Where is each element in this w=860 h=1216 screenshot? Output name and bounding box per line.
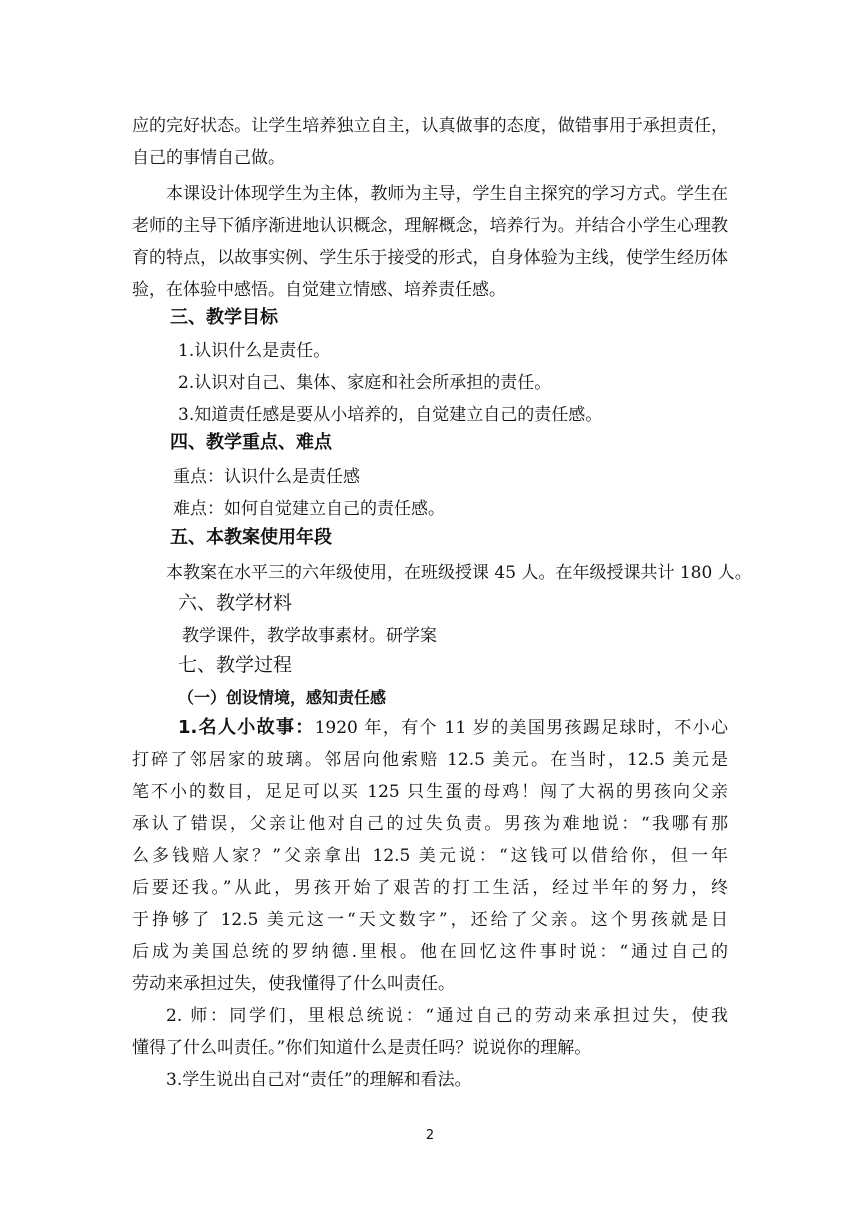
story-line: 笔不小的数目，足足可以买 125 只生蛋的母鸡！闯了大祸的男孩向父亲: [132, 782, 728, 802]
section-heading: 六、教学材料: [178, 592, 293, 614]
section-heading: 七、教学过程: [178, 654, 293, 676]
paragraph-line: 本教案在水平三的六年级使用，在班级授课 45 人。在年级授课共计 180 人。: [166, 563, 752, 583]
story-line: 后成为美国总统的罗纳德.里根。他在回忆这件事时说：“通过自己的: [132, 942, 728, 962]
paragraph-line: 验，在体验中感悟。自觉建立情感、培养责任感。: [132, 280, 506, 300]
subsection-heading: （一）创设情境，感知责任感: [178, 688, 387, 707]
key-point: 重点：认识什么是责任感: [173, 467, 360, 487]
list-item: 1.认识什么是责任。: [178, 341, 331, 361]
teacher-line: 2. 师：同学们，里根总统说：“通过自己的劳动来承担过失，使我: [166, 1006, 728, 1026]
paragraph-line: 育的特点，以故事实例、学生乐于接受的形式，自身体验为主线，使学生经历体: [132, 248, 728, 268]
section-heading: 五、本教案使用年段: [170, 527, 332, 548]
paragraph-line: 自己的事情自己做。: [132, 148, 285, 168]
difficulty-point: 难点：如何自觉建立自己的责任感。: [173, 499, 445, 519]
teacher-line: 懂得了什么叫责任。”你们知道什么是责任吗？说说你的理解。: [132, 1038, 592, 1058]
story-line: 么多钱赔人家？”父亲拿出 12.5 美元说：“这钱可以借给你，但一年: [132, 846, 728, 866]
paragraph-line: 应的完好状态。让学生培养独立自主，认真做事的态度，做错事用于承担责任，: [132, 116, 728, 136]
story-text: 1920 年，有个 11 岁的美国男孩踢足球时，不小心: [314, 718, 728, 738]
section-heading: 四、教学重点、难点: [170, 432, 332, 453]
section-heading: 三、教学目标: [170, 307, 278, 328]
paragraph-line: 教学课件，教学故事素材。研学案: [182, 626, 437, 646]
list-item: 2.认识对自己、集体、家庭和社会所承担的责任。: [178, 373, 552, 393]
student-line: 3.学生说出自己对“责任”的理解和看法。: [166, 1070, 472, 1090]
story-label: 1.名人小故事：: [178, 717, 315, 738]
page-number: 2: [425, 1128, 435, 1143]
story-line: 承认了错误，父亲让他对自己的过失负责。男孩为难地说：“我哪有那: [132, 814, 728, 834]
paragraph-line: 本课设计体现学生为主体，教师为主导，学生自主探究的学习方式。学生在: [166, 184, 728, 204]
story-line: 劳动来承担过失，使我懂得了什么叫责任。: [132, 974, 455, 994]
story-line: 于挣够了 12.5 美元这一“天文数字”，还给了父亲。这个男孩就是日: [132, 910, 728, 930]
story-line: 后要还我。”从此，男孩开始了艰苦的打工生活，经过半年的努力，终: [132, 878, 728, 898]
list-item: 3.知道责任感是要从小培养的，自觉建立自己的责任感。: [178, 405, 603, 425]
story-line: [178, 716, 728, 740]
paragraph-line: 老师的主导下循序渐进地认识概念，理解概念，培养行为。并结合小学生心理教: [132, 216, 728, 236]
story-line: 打碎了邻居家的玻璃。邻居向他索赔 12.5 美元。在当时，12.5 美元是: [132, 750, 728, 770]
